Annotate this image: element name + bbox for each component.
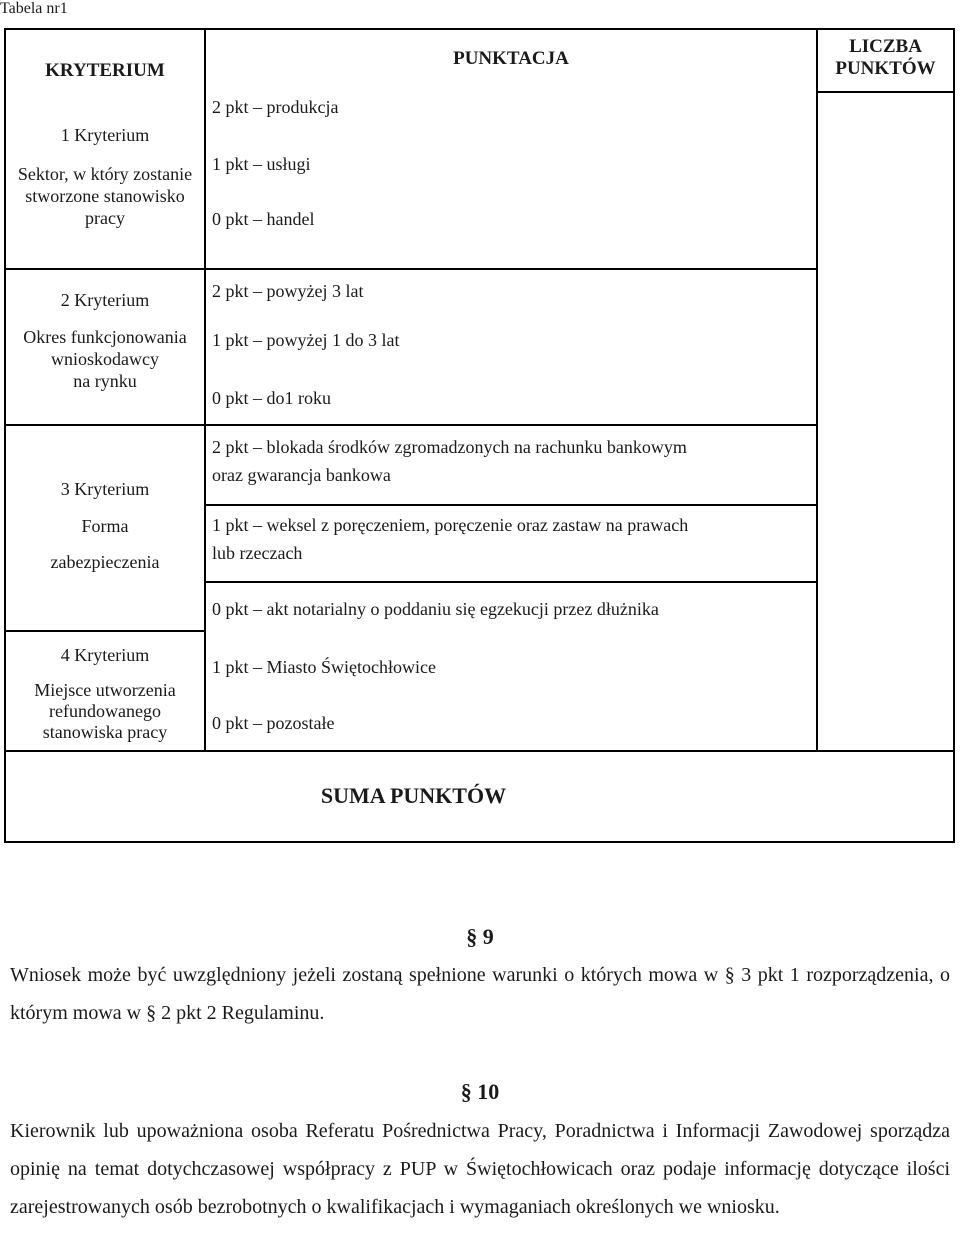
- column-divider: [204, 30, 206, 752]
- criterion-1-option: 1 pkt – usługi: [212, 154, 311, 174]
- criterion-1-title: 1 Kryterium: [60, 125, 150, 145]
- option-line: oraz gwarancja bankowa: [212, 465, 391, 485]
- column-divider: [816, 30, 818, 752]
- header-points-line2: PUNKTÓW: [835, 58, 936, 79]
- desc-line: wnioskodawcy: [51, 349, 159, 369]
- criterion-4-option: 1 pkt – Miasto Świętochłowice: [212, 657, 436, 677]
- row-divider: [204, 581, 816, 583]
- criterion-1-option: 2 pkt – produkcja: [212, 97, 339, 117]
- criterion-3-option: [212, 511, 688, 567]
- row-divider: [6, 268, 204, 270]
- criterion-3-option: 0 pkt – akt notarialny o poddaniu się egzekucji przez dłużnika: [212, 599, 659, 619]
- criteria-table: [4, 28, 955, 843]
- criterion-3-option: [212, 433, 687, 489]
- header-points: [818, 36, 953, 80]
- row-divider: [204, 268, 816, 270]
- desc-line: stworzone stanowisko: [25, 186, 185, 206]
- desc-line: na rynku: [73, 371, 137, 391]
- criterion-2-option: 2 pkt – powyżej 3 lat: [212, 281, 364, 301]
- criterion-4-description: [6, 680, 204, 743]
- section-10-heading: § 10: [460, 1079, 500, 1104]
- desc-line: Miejsce utworzenia: [34, 680, 176, 700]
- row-divider: [204, 504, 816, 506]
- criterion-2-option: 1 pkt – powyżej 1 do 3 lat: [212, 330, 400, 350]
- desc-line: zabezpieczenia: [50, 552, 160, 572]
- criterion-1-description: [6, 163, 204, 229]
- row-divider: [6, 750, 953, 752]
- section-9-text: Wniosek może być uwzględniony jeżeli zostaną spełnione warunki o których mowa w § 3 pkt 1 rozporządzenia, o którym mowa w § 2 pkt 2 Regulaminu.: [10, 964, 950, 1024]
- option-line: 1 pkt – weksel z poręczeniem, poręczenie oraz zastaw na prawach: [212, 515, 689, 535]
- header-divider: [816, 91, 953, 93]
- criterion-3-title: 3 Kryterium: [60, 479, 150, 499]
- row-divider: [6, 424, 816, 426]
- option-line: lub rzeczach: [212, 543, 303, 563]
- header-scoring: PUNKTACJA: [453, 48, 569, 69]
- criterion-4-option: 0 pkt – pozostałe: [212, 713, 335, 733]
- desc-line: Sektor, w który zostanie: [17, 164, 193, 184]
- sum-points-label: SUMA PUNKTÓW: [320, 783, 507, 808]
- section-9-heading: § 9: [466, 924, 494, 949]
- criterion-2-description: [6, 326, 204, 392]
- desc-line: refundowanego: [49, 701, 161, 721]
- table-caption: Tabela nr1: [0, 0, 68, 17]
- section-10-text: Kierownik lub upoważniona osoba Referatu Pośrednictwa Pracy, Poradnictwa i Informacji Zawodowej sporządza opinię na temat dotychczasowej współpracy z PUP w Świętochłowicach oraz podaje informację dotyczące ilości zarejestrowanych osób bezrobotnych o kwalifikacjach i wymaganiach określonych we wniosku.: [10, 1120, 950, 1218]
- header-points-line1: LICZBA: [849, 36, 922, 57]
- criterion-2-option: 0 pkt – do1 roku: [212, 388, 331, 408]
- option-line: 2 pkt – blokada środków zgromadzonych na rachunku bankowym: [212, 437, 687, 457]
- desc-line: stanowiska pracy: [42, 722, 168, 742]
- header-criterion: KRYTERIUM: [45, 60, 165, 81]
- criterion-2-title: 2 Kryterium: [60, 290, 150, 310]
- criterion-1-option: 0 pkt – handel: [212, 209, 315, 229]
- criterion-3-description: [6, 515, 204, 573]
- desc-line: Okres funkcjonowania: [23, 327, 187, 347]
- desc-line: pracy: [85, 208, 125, 228]
- row-divider: [6, 630, 204, 632]
- criterion-4-title: 4 Kryterium: [60, 645, 150, 665]
- desc-line: Forma: [81, 516, 129, 536]
